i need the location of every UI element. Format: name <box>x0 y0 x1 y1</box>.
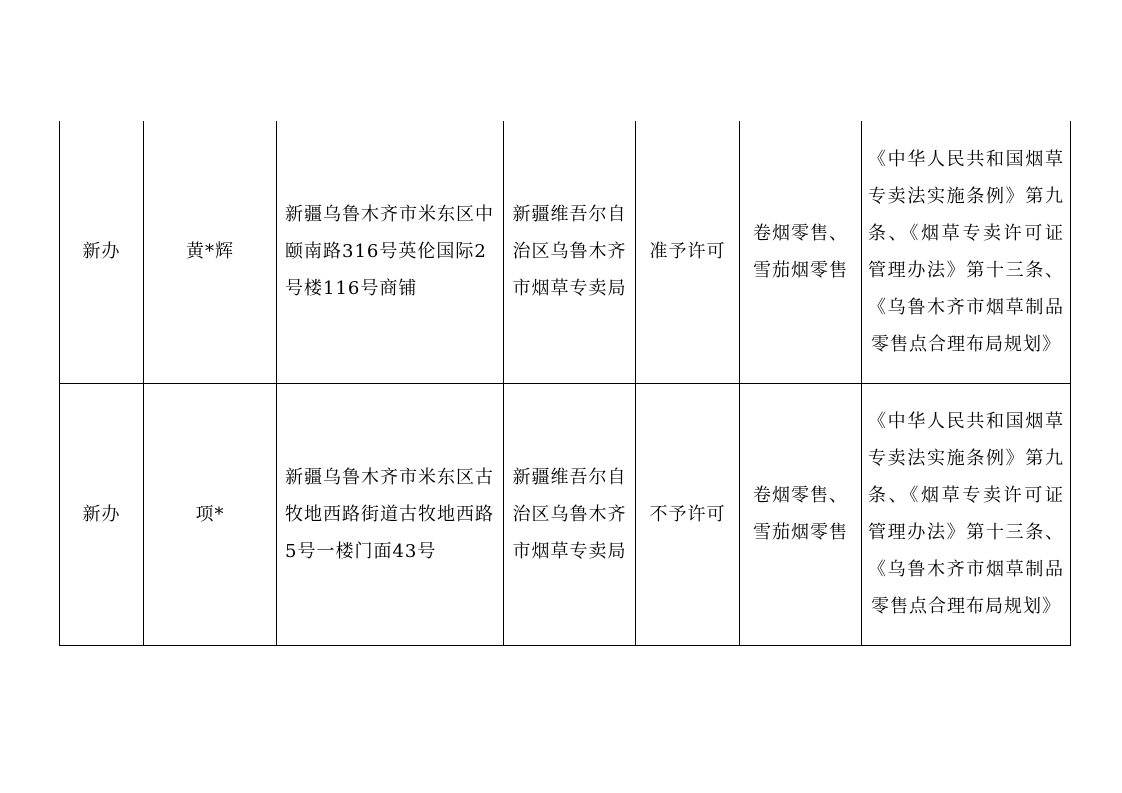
decision-cell: 不予许可 <box>636 383 740 645</box>
table-row <box>60 121 1071 383</box>
application-type-cell: 新办 <box>60 383 144 645</box>
applicant-name-cell: 项* <box>144 383 277 645</box>
applicant-name-cell: 黄*辉 <box>144 121 277 383</box>
issuing-authority-cell: 新疆维吾尔自治区乌鲁木齐市烟草专卖局 <box>504 121 636 383</box>
table-row <box>60 383 1071 645</box>
decision-cell: 准予许可 <box>636 121 740 383</box>
license-table <box>59 121 1071 646</box>
application-type-cell: 新办 <box>60 121 144 383</box>
business-address-cell: 新疆乌鲁木齐市米东区古牧地西路街道古牧地西路5号一楼门面43号 <box>277 383 504 645</box>
business-address-cell: 新疆乌鲁木齐市米东区中颐南路316号英伦国际2号楼116号商铺 <box>277 121 504 383</box>
business-scope-cell: 卷烟零售、雪茄烟零售 <box>740 121 862 383</box>
legal-basis-cell: 《中华人民共和国烟草专卖法实施条例》第九条、《烟草专卖许可证管理办法》第十三条、《乌鲁木齐市烟草制品零售点合理布局规划》 <box>862 383 1071 645</box>
issuing-authority-cell: 新疆维吾尔自治区乌鲁木齐市烟草专卖局 <box>504 383 636 645</box>
business-scope-cell: 卷烟零售、雪茄烟零售 <box>740 383 862 645</box>
legal-basis-cell: 《中华人民共和国烟草专卖法实施条例》第九条、《烟草专卖许可证管理办法》第十三条、《乌鲁木齐市烟草制品零售点合理布局规划》 <box>862 121 1071 383</box>
